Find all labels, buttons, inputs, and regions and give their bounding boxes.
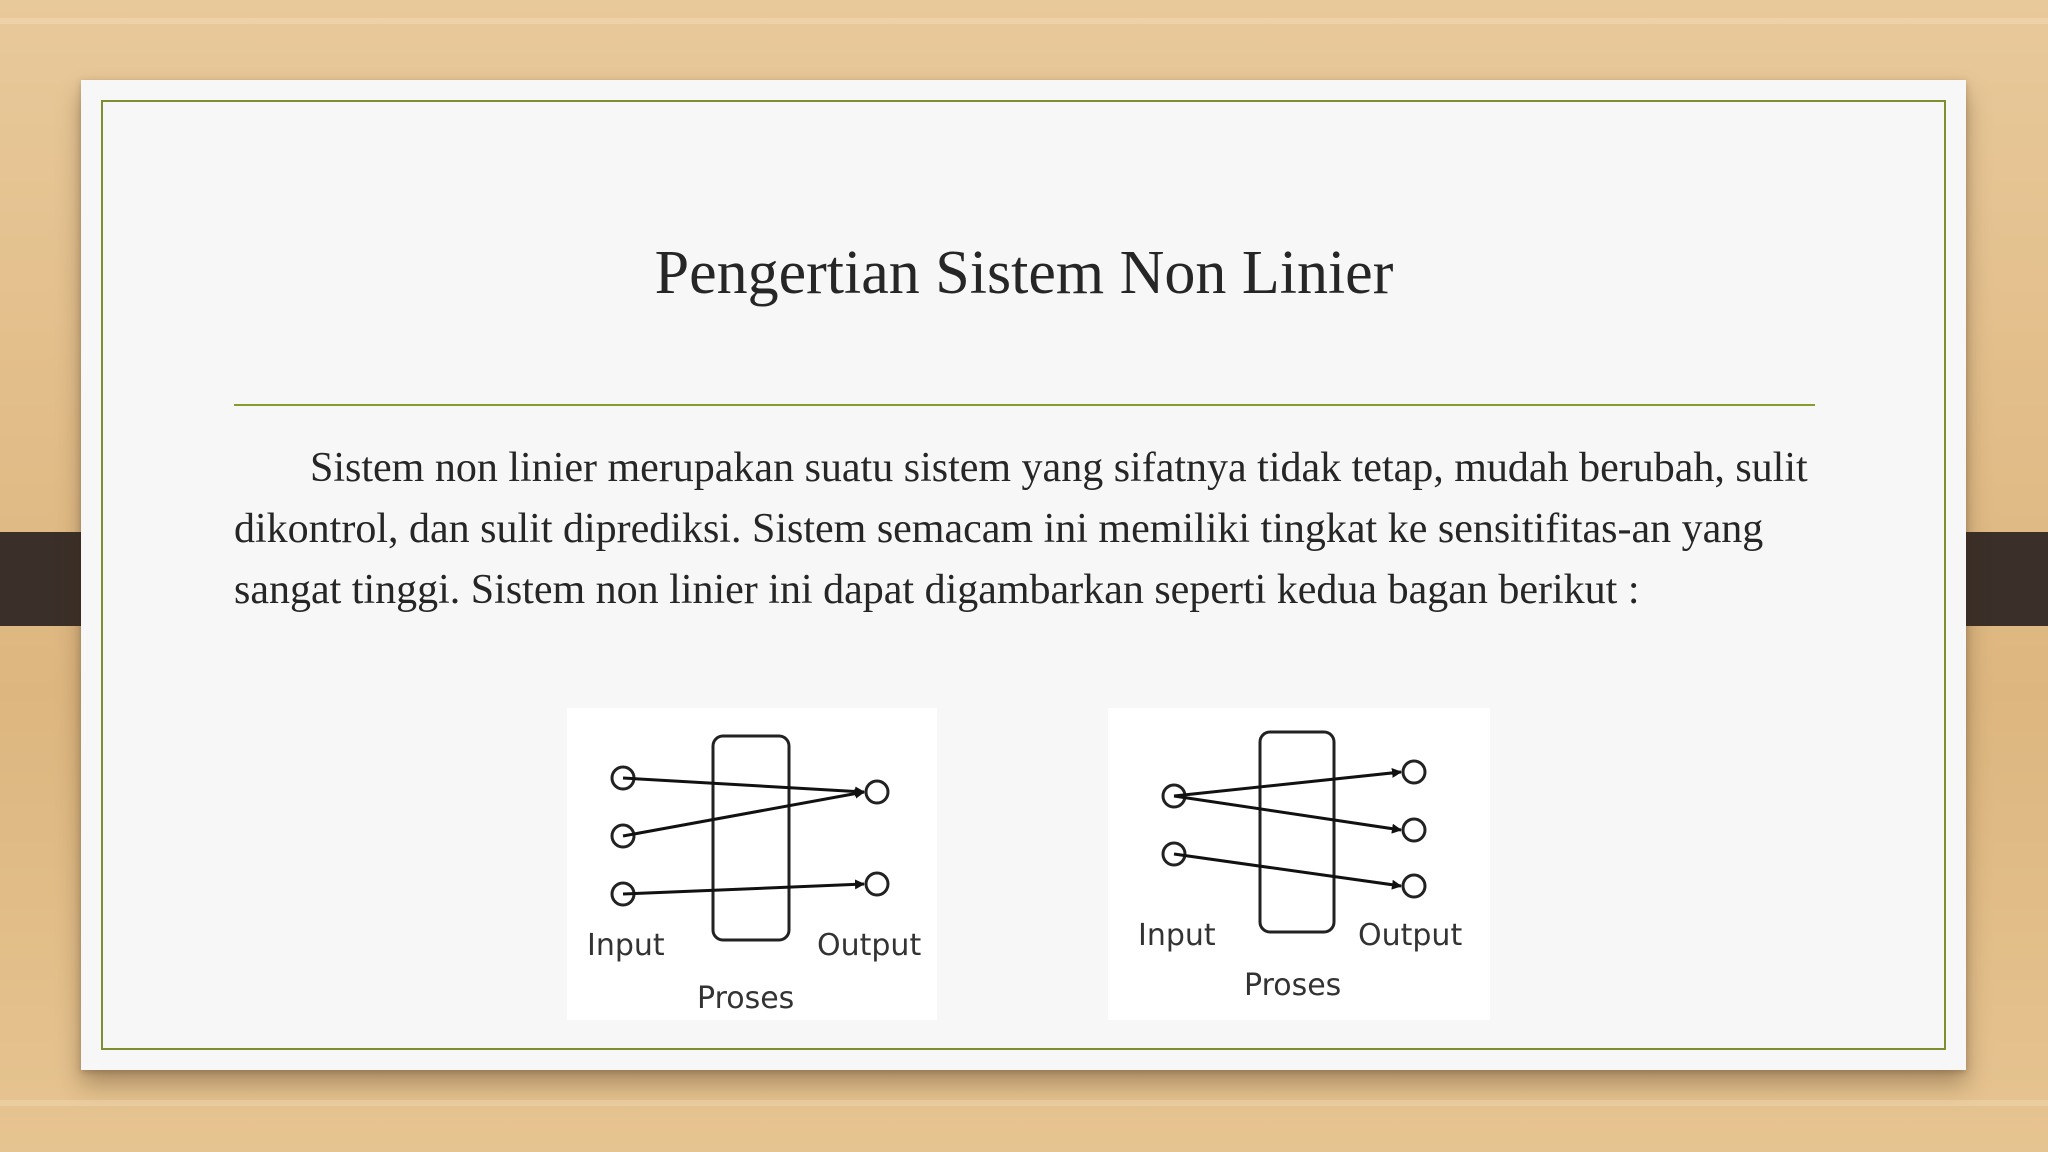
left-binder-tab xyxy=(0,532,90,626)
slide-body-text: Sistem non linier merupakan suatu sistem yang sifatnya tidak tetap, mudah berubah, sulit dikontrol, dan sulit diprediksi. Sistem semacam ini memiliki tingkat ke sensitifitas-an yang sangat tinggi. Sistem non linier ini dapat digambarkan seperti kedua bagan berikut : xyxy=(234,445,1808,613)
arrow xyxy=(623,792,864,836)
arrow xyxy=(1174,772,1401,796)
arrow xyxy=(623,778,864,792)
title-divider xyxy=(234,404,1815,406)
arrow xyxy=(623,884,864,894)
output-node xyxy=(866,873,888,895)
output-node xyxy=(1403,819,1425,841)
process-box xyxy=(713,736,789,940)
diagram-many-to-one xyxy=(567,708,937,1020)
input-label: Input xyxy=(1138,918,1216,953)
slide-title: Pengertian Sistem Non Linier xyxy=(654,239,1394,307)
output-node xyxy=(866,781,888,803)
output-label: Output xyxy=(1358,918,1463,953)
process-label: Proses xyxy=(697,981,795,1016)
output-node xyxy=(1403,761,1425,783)
output-label: Output xyxy=(817,928,922,963)
input-label: Input xyxy=(587,928,665,963)
process-label: Proses xyxy=(1244,968,1342,1003)
arrow xyxy=(1174,854,1401,886)
arrow xyxy=(1174,796,1401,830)
process-box xyxy=(1260,732,1334,932)
output-node xyxy=(1403,875,1425,897)
diagram-one-to-many xyxy=(1108,708,1490,1020)
